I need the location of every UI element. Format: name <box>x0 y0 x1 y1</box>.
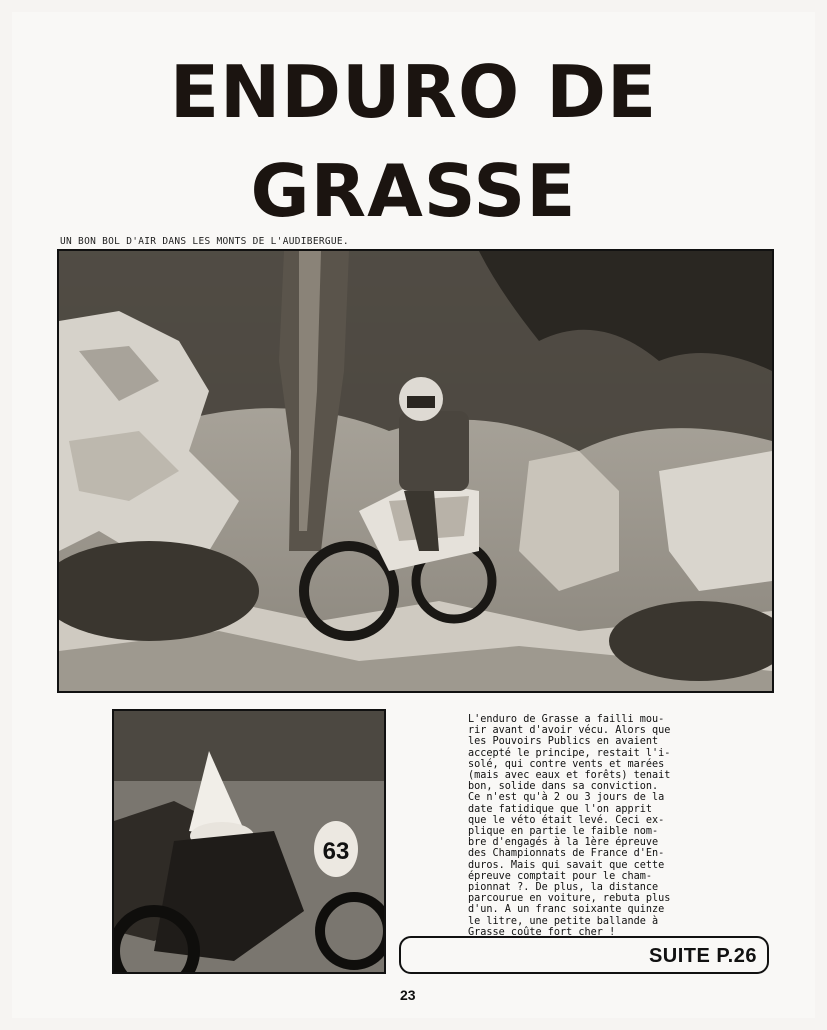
article-body: L'enduro de Grasse a failli mou- rir avant d'avoir vécu. Alors que les Pouvoirs Publics en avaient accepté le principe, restait l'i- solé, qui contre vents et marées (mais avec eaux et forêts) tenait bon, solide dans sa conviction. Ce n'est qu'à 2 ou 3 jours de la date fatidique que l'on apprit que le véto était levé. Ceci ex- plique en partie le faible nom- bre d'engagés à la 1ère épreuve des Championnats de France d'En- duros. Mais qui savait que cette épreuve comptait pour le cham- pionnat ?. De plus, la distance parcourue en voiture, rebuta plus d'un. A un franc soixante quinze le litre, une petite ballande à Grasse coûte fort cher ! <box>468 714 671 938</box>
main-photo-illustration <box>59 251 772 691</box>
photo-caption: UN BON BOL D'AIR DANS LES MONTS DE L'AUDIBERGUE. <box>60 236 349 247</box>
secondary-photo <box>112 709 386 974</box>
page-number: 23 <box>400 987 416 1003</box>
article-title-line2: GRASSE <box>250 149 577 233</box>
continued-label: SUITE P.26 <box>648 945 757 967</box>
main-photo <box>57 249 774 693</box>
secondary-photo-illustration <box>114 711 384 972</box>
number-plate-text: 63 <box>322 838 350 865</box>
continued-box <box>399 936 769 974</box>
article-title-line1: ENDURO DE <box>169 50 658 134</box>
